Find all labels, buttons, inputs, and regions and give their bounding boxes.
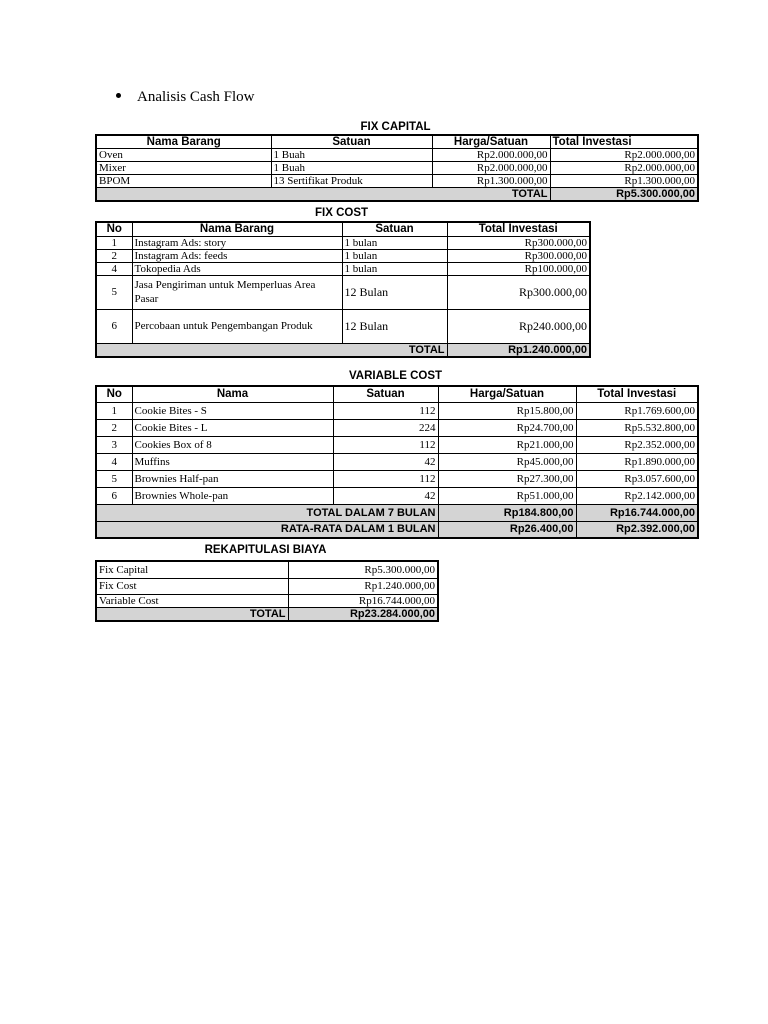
col-header: Harga/Satuan: [432, 135, 550, 149]
cell: Rp45.000,00: [438, 453, 576, 470]
total-row: [96, 188, 698, 202]
cell: Rp24.700,00: [438, 419, 576, 436]
total-value: Rp16.744.000,00: [576, 504, 698, 521]
cell: 1 Buah: [271, 149, 432, 162]
col-header: Total Investasi: [550, 135, 698, 149]
cell: Rp2.000.000,00: [550, 149, 698, 162]
cell: Rp2.000.000,00: [432, 149, 550, 162]
cell: Rp51.000,00: [438, 487, 576, 504]
cell: Rp300.000,00: [447, 249, 590, 262]
table-row: [96, 236, 590, 249]
table-row: [96, 578, 438, 594]
cell: Rp2.352.000,00: [576, 436, 698, 453]
cell: Brownies Whole-pan: [132, 487, 333, 504]
cell: 1 bulan: [342, 262, 447, 275]
cell: 1: [96, 236, 132, 249]
cell: 12 Bulan: [342, 275, 447, 309]
cell: Rp3.057.600,00: [576, 470, 698, 487]
table-row: [96, 249, 590, 262]
col-header: Satuan: [342, 222, 447, 236]
cell: Cookie Bites - S: [132, 402, 333, 419]
total-row: [96, 343, 590, 357]
cell: Tokopedia Ads: [132, 262, 342, 275]
cell: Jasa Pengiriman untuk Memperluas Area Pasar: [132, 275, 342, 309]
cell: 2: [96, 249, 132, 262]
total-label: TOTAL: [96, 188, 550, 202]
cell: Rp300.000,00: [447, 236, 590, 249]
cell: 6: [96, 487, 132, 504]
fix-capital-table: [95, 134, 699, 202]
section-heading: [116, 89, 255, 106]
col-header: Satuan: [333, 386, 438, 402]
cell: Rp15.800,00: [438, 402, 576, 419]
cell: Muffins: [132, 453, 333, 470]
table-row: [96, 262, 590, 275]
cell: Brownies Half-pan: [132, 470, 333, 487]
cell: Fix Cost: [96, 578, 288, 594]
cell: Rp21.000,00: [438, 436, 576, 453]
table-row: [96, 561, 438, 578]
cell: 5: [96, 470, 132, 487]
col-header: Nama Barang: [132, 222, 342, 236]
cell: 1: [96, 402, 132, 419]
table-row: [96, 436, 698, 453]
col-header: Harga/Satuan: [438, 386, 576, 402]
table-row: [96, 275, 590, 309]
col-header: No: [96, 222, 132, 236]
cell: 5: [96, 275, 132, 309]
table-header-row: [96, 386, 698, 402]
cell: 4: [96, 453, 132, 470]
cell: 2: [96, 419, 132, 436]
cell: Rp2.000.000,00: [432, 162, 550, 175]
average-value: Rp2.392.000,00: [576, 521, 698, 538]
cell: 1 bulan: [342, 249, 447, 262]
table-row: [96, 594, 438, 607]
fix-capital-title: FIX CAPITAL: [360, 121, 431, 133]
cell: Rp1.240.000,00: [288, 578, 438, 594]
table-row: [96, 175, 698, 188]
table-header-row: [96, 222, 590, 236]
cell: 1 bulan: [342, 236, 447, 249]
table-row: [96, 309, 590, 343]
table-row: [96, 470, 698, 487]
cell: 112: [333, 470, 438, 487]
cell: 112: [333, 402, 438, 419]
fix-cost-title: FIX COST: [314, 207, 369, 219]
cell: BPOM: [96, 175, 271, 188]
cell: 1 Buah: [271, 162, 432, 175]
col-header: Nama Barang: [96, 135, 271, 149]
cell: Rp5.532.800,00: [576, 419, 698, 436]
table-row: [96, 453, 698, 470]
cell: 6: [96, 309, 132, 343]
cell: Cookie Bites - L: [132, 419, 333, 436]
bullet-icon: [116, 93, 121, 98]
cell: 13 Sertifikat Produk: [271, 175, 432, 188]
cell: Rp300.000,00: [447, 275, 590, 309]
cell: Rp16.744.000,00: [288, 594, 438, 607]
cell: Rp1.300.000,00: [432, 175, 550, 188]
cell: Rp1.890.000,00: [576, 453, 698, 470]
total-value: Rp1.240.000,00: [447, 343, 590, 357]
total-label: TOTAL DALAM 7 BULAN: [96, 504, 438, 521]
total-label: TOTAL: [96, 607, 288, 621]
cell: 3: [96, 436, 132, 453]
cell: 112: [333, 436, 438, 453]
fix-cost-table: [95, 221, 591, 358]
table-row: [96, 149, 698, 162]
cell: Rp27.300,00: [438, 470, 576, 487]
cell: Rp1.300.000,00: [550, 175, 698, 188]
cell: 42: [333, 487, 438, 504]
cell: Instagram Ads: story: [132, 236, 342, 249]
average-price: Rp26.400,00: [438, 521, 576, 538]
cell: 12 Bulan: [342, 309, 447, 343]
cell: Fix Capital: [96, 561, 288, 578]
cell: Rp5.300.000,00: [288, 561, 438, 578]
cell: Instagram Ads: feeds: [132, 249, 342, 262]
col-header: Satuan: [271, 135, 432, 149]
cell: 224: [333, 419, 438, 436]
total-row: [96, 607, 438, 621]
cell: Rp240.000,00: [447, 309, 590, 343]
cell: Rp1.769.600,00: [576, 402, 698, 419]
cell: Oven: [96, 149, 271, 162]
total-value: Rp5.300.000,00: [550, 188, 698, 202]
average-row: [96, 521, 698, 538]
table-row: [96, 402, 698, 419]
col-header: Total Investasi: [576, 386, 698, 402]
cell: Cookies Box of 8: [132, 436, 333, 453]
heading-text: Analisis Cash Flow: [137, 89, 255, 105]
average-label: RATA-RATA DALAM 1 BULAN: [96, 521, 438, 538]
cell: Percobaan untuk Pengembangan Produk: [132, 309, 342, 343]
table-row: [96, 162, 698, 175]
total-label: TOTAL: [96, 343, 447, 357]
total-row: [96, 504, 698, 521]
table-row: [96, 487, 698, 504]
cell: Rp100.000,00: [447, 262, 590, 275]
total-value: Rp23.284.000,00: [288, 607, 438, 621]
table-header-row: [96, 135, 698, 149]
total-price: Rp184.800,00: [438, 504, 576, 521]
col-header: No: [96, 386, 132, 402]
rekap-table: [95, 560, 439, 622]
cell: 42: [333, 453, 438, 470]
cell: Variable Cost: [96, 594, 288, 607]
rekap-title: REKAPITULASI BIAYA: [204, 544, 327, 556]
table-row: [96, 419, 698, 436]
col-header: Nama: [132, 386, 333, 402]
cell: 4: [96, 262, 132, 275]
col-header: Total Investasi: [447, 222, 590, 236]
cell: Rp2.142.000,00: [576, 487, 698, 504]
cell: Mixer: [96, 162, 271, 175]
variable-cost-table: [95, 385, 699, 539]
variable-cost-title: VARIABLE COST: [348, 370, 443, 382]
cell: Rp2.000.000,00: [550, 162, 698, 175]
